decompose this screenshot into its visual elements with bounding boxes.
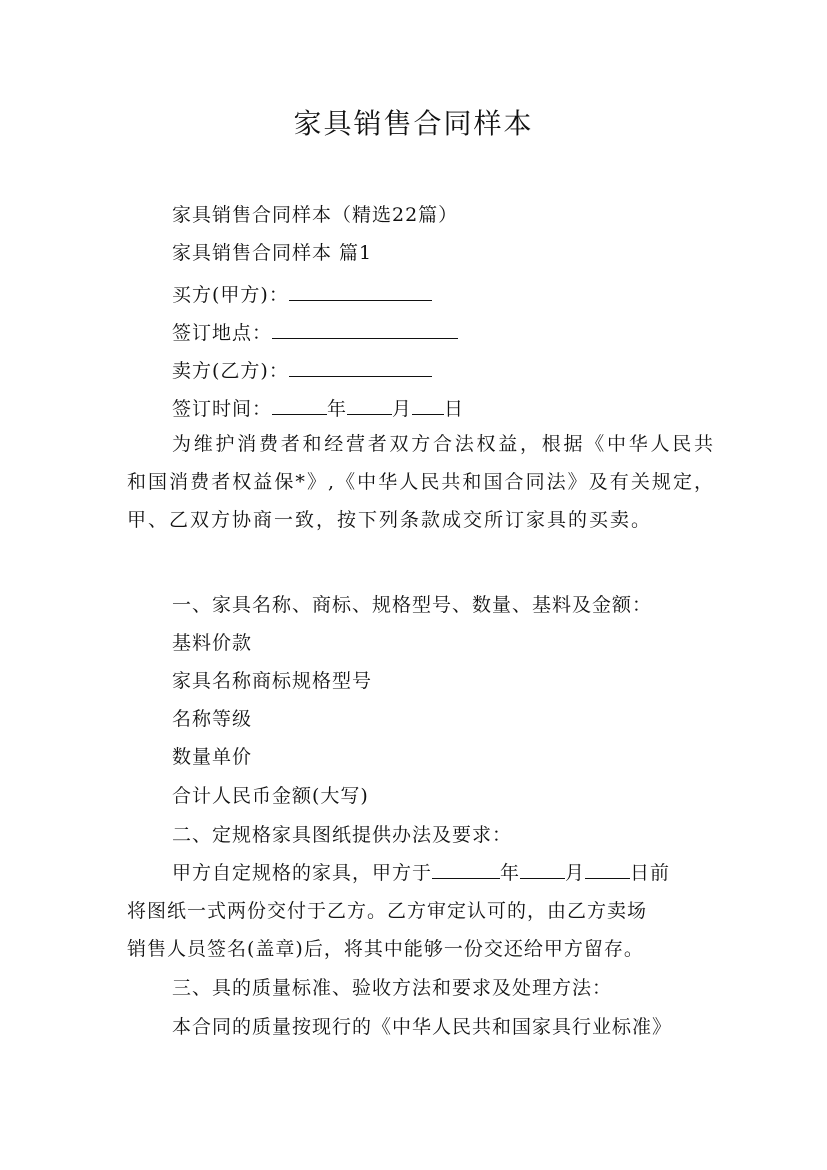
clause-2-text: 日前 <box>630 862 671 884</box>
year-blank <box>432 877 500 879</box>
sign-place-line <box>172 318 458 345</box>
year-label: 年 <box>327 398 348 420</box>
day-blank <box>412 413 444 415</box>
clause-2-heading: 二、定规格家具图纸提供办法及要求： <box>172 824 513 846</box>
preamble-paragraph: 为维护消费者和经营者双方合法权益，根据《中华人民共和国消费者权益保*》,《中华人民共和国合同法》及有关规定，甲、乙双方协商一致，按下列条款成交所订家具的买卖。 <box>127 433 715 531</box>
buyer-label: 买方(甲方)： <box>172 284 289 306</box>
month-blank <box>520 877 565 879</box>
clause-1-item: 数量单价 <box>172 746 253 768</box>
subtitle-line: 家具销售合同样本（精选22篇） <box>172 204 459 226</box>
clause-2-line: 销售人员签名(盖章)后，将其中能够一份交还给甲方留存。 <box>127 938 644 960</box>
section-heading-1: 家具销售合同样本 篇1 <box>172 242 373 264</box>
seller-label: 卖方(乙方)： <box>172 360 289 382</box>
year-label: 年 <box>500 862 521 884</box>
seller-blank <box>289 375 432 377</box>
sign-place-label: 签订地点： <box>172 322 273 344</box>
month-label: 月 <box>392 398 413 420</box>
sign-time-label: 签订时间： <box>172 398 273 420</box>
document-title: 家具销售合同样本 <box>293 107 534 140</box>
sign-place-blank <box>272 337 458 339</box>
clause-1-item: 家具名称商标规格型号 <box>172 670 373 692</box>
clause-3-heading: 三、具的质量标准、验收方法和要求及处理方法： <box>172 977 613 999</box>
clause-1-item: 基料价款 <box>172 632 253 654</box>
buyer-line <box>172 280 432 307</box>
buyer-blank <box>289 299 432 301</box>
year-blank <box>272 413 327 415</box>
clause-1-item: 合计人民币金额(大写) <box>172 785 369 807</box>
clause-2-first-line <box>172 858 670 885</box>
month-blank <box>347 413 392 415</box>
month-label: 月 <box>565 862 586 884</box>
clause-3-line: 本合同的质量按现行的《中华人民共和国家具行业标准》 <box>172 1016 673 1038</box>
sign-time-line <box>172 394 464 421</box>
seller-line <box>172 356 432 383</box>
clause-1-item: 名称等级 <box>172 708 253 730</box>
day-label: 日 <box>444 398 465 420</box>
clause-2-text: 甲方自定规格的家具，甲方于 <box>172 862 433 884</box>
day-blank <box>585 877 630 879</box>
clause-1-heading: 一、家具名称、商标、规格型号、数量、基料及金额： <box>172 594 653 616</box>
clause-2-line: 将图纸一式两份交付于乙方。乙方审定认可的，由乙方卖场 <box>127 900 648 922</box>
